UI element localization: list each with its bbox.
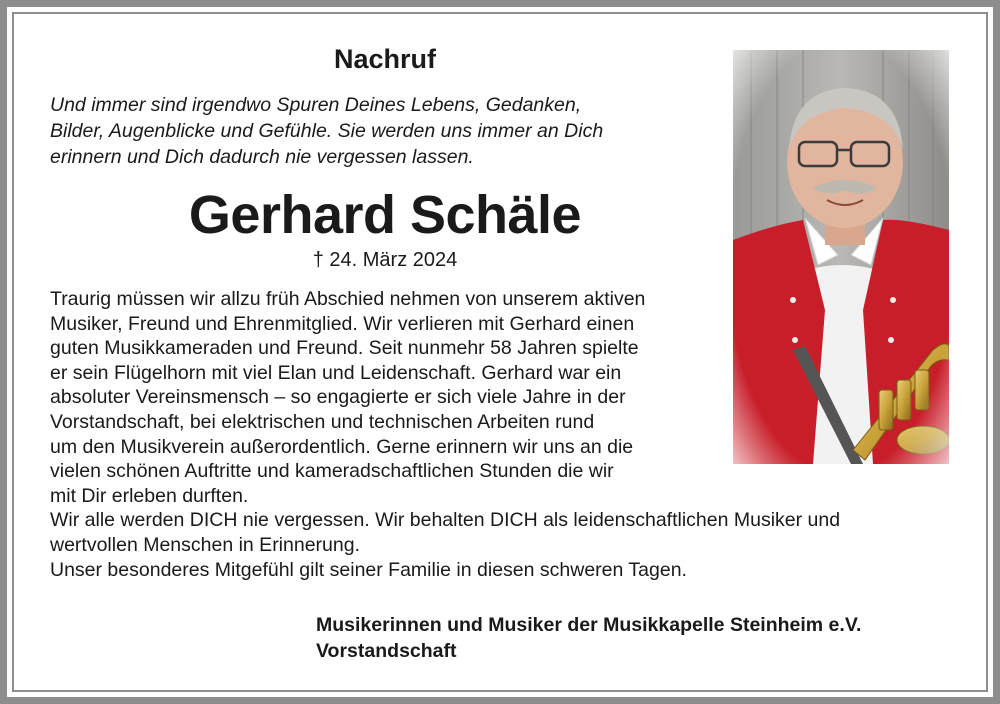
notice-title: Nachruf <box>333 44 436 74</box>
body-line: mit Dir erleben durften. <box>50 484 249 507</box>
intro-line: erinnern und Dich dadurch nie vergessen lassen. <box>50 146 474 168</box>
intro-line: Und immer sind irgendwo Spuren Deines Lebens, Gedanken, <box>50 94 582 116</box>
intro-quote <box>50 92 730 170</box>
signature-line: Vorstandschaft <box>316 640 457 662</box>
obituary-body <box>50 287 950 582</box>
body-line: guten Musikkameraden und Freund. Seit nunmehr 58 Jahren spielte <box>50 337 639 360</box>
deceased-name: Gerhard Schäle <box>188 185 582 245</box>
body-line: vielen schönen Auftritte und kameradschaftlichen Stunden die wir <box>50 460 614 483</box>
death-date: † 24. März 2024 <box>312 249 458 271</box>
body-line: Vorstandschaft, bei elektrischen und technischen Arbeiten rund <box>50 410 595 433</box>
intro-line: Bilder, Augenblicke und Gefühle. Sie werden uns immer an Dich <box>50 120 604 142</box>
body-line: Unser besonderes Mitgefühl gilt seiner Familie in diesen schweren Tagen. <box>50 558 687 581</box>
signature-line: Musikerinnen und Musiker der Musikkapelle Steinheim e.V. <box>316 614 862 636</box>
body-line: um den Musikverein außerordentlich. Gerne erinnern wir uns an die <box>50 435 634 458</box>
body-line: Wir alle werden DICH nie vergessen. Wir behalten DICH als leidenschaftlichen Musiker und <box>50 509 841 532</box>
body-line: er sein Flügelhorn mit viel Elan und Leidenschaft. Gerhard war ein <box>50 361 622 384</box>
body-line: wertvollen Menschen in Erinnerung. <box>50 533 361 556</box>
body-line: absoluter Vereinsmensch – so engagierte er sich viele Jahre in der <box>50 386 626 409</box>
body-line: Traurig müssen wir allzu früh Abschied nehmen von unserem aktiven <box>50 288 646 310</box>
body-line: Musiker, Freund und Ehrenmitglied. Wir verlieren mit Gerhard einen <box>50 312 635 335</box>
signature-block <box>316 612 861 664</box>
